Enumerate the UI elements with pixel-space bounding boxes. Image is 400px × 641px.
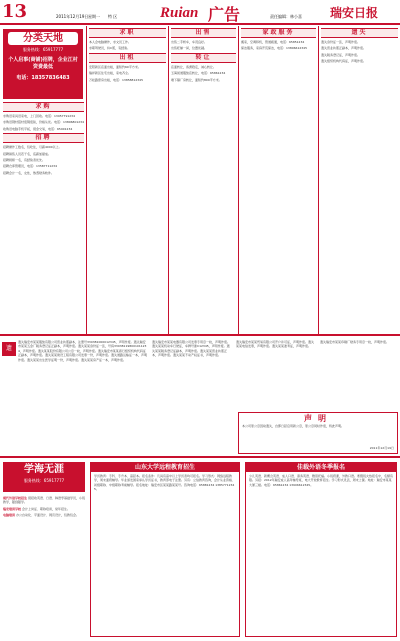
classified-item: 招聘仓库管理员，电话：13587711234 <box>3 164 57 169</box>
notice-band <box>0 334 400 454</box>
page-number: 13 <box>2 1 28 22</box>
editor-line: 责任编辑：林小喜 <box>270 14 302 19</box>
classified-item: 遗失营业执照正副本，声明作废。 <box>321 46 367 51</box>
panel-title: 分类天地 <box>8 32 78 45</box>
notice-text-middle: 遗失瑞安市某某电器有限公司发票专用章一枚，声明作废。遗失某某机动车行驶证，车牌号浙C12345，声明作废。遗失某某税务登记证副本，声明作废。遗失某某营业执照正本，声明作废。遗失某某不动产权证书，声明作废。 <box>152 340 231 358</box>
classified-item: 安阳新区店面出租，面积约60平方米。 <box>89 64 141 69</box>
notice-tag-left: 遗 <box>2 342 16 356</box>
masthead <box>0 0 400 25</box>
edu-list: 现代外语学校招生 现招收英语、日语、韩语零基础学员，小班教学，随到随学。 瑞安培训学校 会计上岗证、职称培训，常年招生。 电脑培训 办公自动化、平面设计、网页设计，包教包会。 <box>3 496 85 518</box>
section-title: 广告 <box>208 5 241 24</box>
bottom-row <box>0 456 400 641</box>
section-heading: 转让 <box>171 53 236 63</box>
classified-item: 瑞祥新区住宅出租，家电齐全。 <box>89 71 132 76</box>
section-small: 特 区 <box>108 14 118 19</box>
classified-item: 求职驾驶员，持C照，有经验。 <box>89 46 131 51</box>
classified-item: 出售旺铺一间，位置优越。 <box>171 46 208 51</box>
classified-item: 塘下镇厂房转让，面积约800平方米。 <box>171 77 222 82</box>
section-heading: 出售 <box>171 28 236 38</box>
classified-item: 招聘销售人员若干名，底薪加提成。 <box>3 151 52 156</box>
section-heading: 招聘 <box>3 133 84 143</box>
classified-item: 出售二手轿车，车况良好。 <box>171 40 208 44</box>
classified-item: 招聘厨师一名，有经验者优先。 <box>3 158 46 163</box>
classified-item: 搬家，空调移机，管道疏通，电话：65851234 <box>241 40 305 44</box>
column-4 <box>241 28 316 330</box>
university-ad: 山东大学远程教育招生 学历教育：专科、专升本、高起本。报名条件：凡具有高中以上学历者均可报名。学习形式：网络远程教学，周末面授辅导。毕业颁发国家承认学历证书，教育部电子注册。另有：立信教育咨询，会计从业资格、初级职称、中级职称考前辅导。报名地址：瑞安市区某某路某某号。咨询电话：65881234 13857712345。 <box>90 462 240 637</box>
language-ad: 佳载外语冬季报名 少儿英语、新概念英语、成人口语、商务英语、雅思托福。小班授课，外教口语。寒假班火热报名中，名额有限。另招：2012年瑞安成人高考辅导班，电大开放教育招生。学习形式灵活，周末上课。地址：瑞安市某某大厦三楼。电话：65861234 13906612345。 <box>245 462 397 637</box>
edu-header <box>3 462 85 492</box>
classified-item: 求购旧家具旧家电，上门回收。电话：13957791234 <box>3 114 75 118</box>
declaration-title: 声明 <box>304 414 332 423</box>
classified-item: 店面转让，客源稳定，诚心转让。 <box>171 64 217 69</box>
classified-item: 遗失组织机构代码证，声明作废。 <box>321 59 367 64</box>
classified-item: 万松路套房出租，电话：13858812345 <box>89 77 143 82</box>
phone-number: 18357836483 <box>31 75 70 81</box>
classified-item: 招聘操作工数名，包吃住，月薪4000以上。 <box>3 145 62 150</box>
column-1 <box>3 102 84 330</box>
notice-text-right1: 遗失瑞安市某某贸易有限公司开户许可证，声明作废。遗失某某电信发票，声明作废。遗失某某准考证，声明作废。 <box>236 340 315 349</box>
column-5 <box>321 28 398 330</box>
classified-item: 招聘会计一名，女性，熟悉财务软件。 <box>3 170 55 175</box>
column-2 <box>89 28 166 330</box>
classified-item: 玉海街道服装店转让，电话：65861234 <box>171 71 226 76</box>
edu-title: 学海无涯 <box>24 464 64 475</box>
hotline-label: 服务热线： <box>22 47 43 52</box>
section-heading: 家政服务 <box>241 28 316 38</box>
declaration-box: 声明 本公司原公章因故遗失，自即日起启用新公章，原公章同时作废，特此声明。 2011年12月19日 <box>238 412 398 454</box>
panel-slogan: 个人启事(商铺)招牌，企业江村资费最低 <box>8 57 78 70</box>
university-title: 山东大学远程教育招生 <box>91 463 239 472</box>
language-title: 佳载外语冬季报名 <box>246 463 396 472</box>
section-pinyin: Ruian <box>160 5 199 21</box>
hotline-number: 65917777 <box>42 47 64 52</box>
classified-item: 遗失身份证一张，声明作废。 <box>321 40 361 44</box>
classified-item: 保洁服务，家庭开荒保洁，电话：13806612345 <box>241 46 307 51</box>
section-heading: 遗失 <box>321 28 398 38</box>
classified-panel <box>3 29 83 99</box>
declaration-date: 2011年12月19日 <box>369 446 394 450</box>
notice-text-left: 遗失瑞安市某某服装有限公司营业执照副本，注册号330381000012345，声明作废。遗失瑞安市某某五金厂税务登记证正副本，声明作废。遗失某某身份证一张，号码330381198001011234，声明作废。遗失某某股份有限公司公章一枚，声明作废。遗失瑞安市某某商行组织机构代码证正副本，声明作废。遗失某某建设工程有限公司发票一份，声明作废。遗失道路运输证一本，声明作废。遗失某某出生医学证明一份，声明作废。遗失某某房产证一本，声明作废。 <box>18 340 148 362</box>
edu-hotline: 服务热线：65917777 <box>23 478 65 483</box>
phone-label: 电话： <box>16 75 32 81</box>
classified-item: 收购旧电脑手机平板，现金交易，电话：65901234 <box>3 126 73 131</box>
column-3 <box>171 28 236 330</box>
classified-item: 本人会电脑操作，求文员工作。 <box>89 40 132 44</box>
section-heading: 求购 <box>3 102 84 112</box>
notice-text-right2: 遗失瑞安市某某印刷厂财务专用章一枚，声明作废。 <box>320 340 390 344</box>
classified-item: 遗失税务登记证，声明作废。 <box>321 52 361 57</box>
paper-logo: 瑞安日报 <box>330 6 379 20</box>
issue-weekday: 星期一 <box>88 14 100 19</box>
section-heading: 出租 <box>89 53 166 63</box>
issue-date: 2011年12月19日 <box>56 14 89 19</box>
section-heading: 求职 <box>89 28 166 38</box>
classified-item: 求购旧钢材铝材废铜废铁，价格从优。电话：13806801234 <box>3 120 84 125</box>
